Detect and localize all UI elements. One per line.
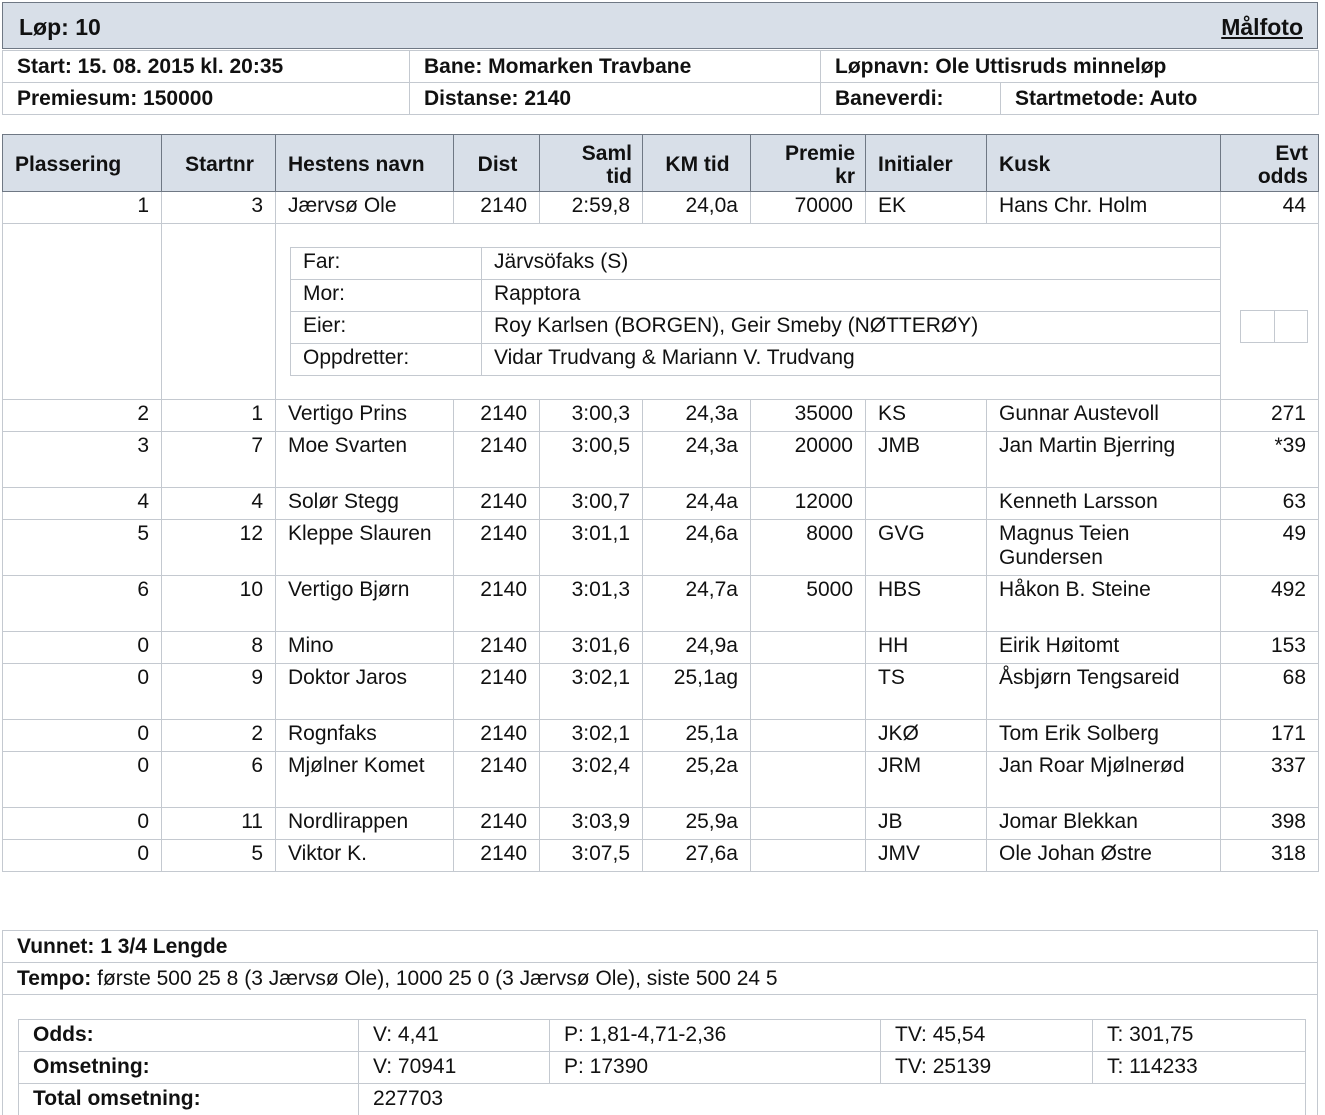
total-time: 3:02,1 bbox=[540, 664, 643, 720]
table-row bbox=[3, 576, 1319, 632]
breeder: Vidar Trudvang & Mariann V. Trudvang bbox=[482, 344, 1221, 376]
km-time: 24,0a bbox=[643, 192, 751, 224]
total-time: 3:03,9 bbox=[540, 808, 643, 840]
km-time: 25,1ag bbox=[643, 664, 751, 720]
total-time: 3:00,7 bbox=[540, 488, 643, 520]
startnr: 9 bbox=[162, 664, 276, 720]
tempo-text: første 500 25 8 (3 Jærvsø Ole), 1000 25 0 (3 Jærvsø Ole), siste 500 24 5 bbox=[91, 967, 778, 990]
initials: JMB bbox=[866, 432, 987, 488]
startnr: 5 bbox=[162, 840, 276, 872]
driver: Jomar Blekkan bbox=[987, 808, 1221, 840]
driver: Ole Johan Østre bbox=[987, 840, 1221, 872]
table-row bbox=[3, 752, 1319, 808]
placement: 0 bbox=[3, 720, 162, 752]
turnover-tv: TV: 25139 bbox=[881, 1052, 1093, 1084]
prize: 35000 bbox=[751, 400, 866, 432]
race-number: Løp: 10 bbox=[19, 14, 101, 40]
prize bbox=[751, 632, 866, 664]
breeder-label: Oppdretter: bbox=[291, 344, 482, 376]
details-spacer bbox=[162, 224, 276, 400]
distance: 2140 bbox=[454, 400, 540, 432]
placement: 2 bbox=[3, 400, 162, 432]
track-name: Bane: Momarken Travbane bbox=[410, 51, 821, 83]
startnr: 12 bbox=[162, 520, 276, 576]
driver: Jan Roar Mjølnerød bbox=[987, 752, 1221, 808]
horse-name: Solør Stegg bbox=[276, 488, 454, 520]
odds: 318 bbox=[1221, 840, 1319, 872]
initials: KS bbox=[866, 400, 987, 432]
table-row bbox=[3, 432, 1319, 488]
placement: 1 bbox=[3, 192, 162, 224]
prize: 12000 bbox=[751, 488, 866, 520]
startnr: 6 bbox=[162, 752, 276, 808]
odds: 68 bbox=[1221, 664, 1319, 720]
km-time: 24,4a bbox=[643, 488, 751, 520]
prize: 8000 bbox=[751, 520, 866, 576]
col-horse-name: Hestens navn bbox=[276, 135, 454, 192]
odds: 63 bbox=[1221, 488, 1319, 520]
distance: 2140 bbox=[454, 664, 540, 720]
placement: 3 bbox=[3, 432, 162, 488]
driver: Gunnar Austevoll bbox=[987, 400, 1221, 432]
km-time: 24,6a bbox=[643, 520, 751, 576]
initials: GVG bbox=[866, 520, 987, 576]
prize: 5000 bbox=[751, 576, 866, 632]
total-turnover: 227703 bbox=[359, 1084, 1306, 1115]
table-row bbox=[3, 192, 1319, 224]
driver: Tom Erik Solberg bbox=[987, 720, 1221, 752]
distance: 2140 bbox=[454, 576, 540, 632]
placement: 0 bbox=[3, 808, 162, 840]
start-method: Startmetode: Auto bbox=[1001, 83, 1319, 115]
odds: 49 bbox=[1221, 520, 1319, 576]
turnover-row bbox=[19, 1052, 1306, 1084]
placement: 0 bbox=[3, 664, 162, 720]
prize bbox=[751, 720, 866, 752]
mother-label: Mor: bbox=[291, 280, 482, 312]
col-odds: Evt odds bbox=[1221, 135, 1319, 192]
placement: 5 bbox=[3, 520, 162, 576]
horse-details-table bbox=[290, 247, 1221, 376]
distance: 2140 bbox=[454, 752, 540, 808]
odds: 44 bbox=[1221, 192, 1319, 224]
horse-name: Rognfaks bbox=[276, 720, 454, 752]
km-time: 24,3a bbox=[643, 432, 751, 488]
placement: 0 bbox=[3, 752, 162, 808]
driver: Eirik Høitomt bbox=[987, 632, 1221, 664]
initials: HH bbox=[866, 632, 987, 664]
details-spacer bbox=[3, 224, 162, 400]
odds: 337 bbox=[1221, 752, 1319, 808]
table-row bbox=[3, 808, 1319, 840]
table-row bbox=[3, 488, 1319, 520]
table-row bbox=[3, 664, 1319, 720]
turnover-label: Omsetning: bbox=[19, 1052, 359, 1084]
odds-t: T: 301,75 bbox=[1093, 1020, 1306, 1052]
km-time: 25,9a bbox=[643, 808, 751, 840]
driver: Magnus Teien Gundersen bbox=[987, 520, 1221, 576]
horse-name: Vertigo Bjørn bbox=[276, 576, 454, 632]
driver: Åsbjørn Tengsareid bbox=[987, 664, 1221, 720]
odds-label: Odds: bbox=[19, 1020, 359, 1052]
placement: 6 bbox=[3, 576, 162, 632]
initials: JRM bbox=[866, 752, 987, 808]
father-label: Far: bbox=[291, 248, 482, 280]
table-row bbox=[3, 400, 1319, 432]
startnr: 7 bbox=[162, 432, 276, 488]
placement: 0 bbox=[3, 632, 162, 664]
initials: HBS bbox=[866, 576, 987, 632]
odds-v: V: 4,41 bbox=[359, 1020, 550, 1052]
initials bbox=[866, 488, 987, 520]
table-row bbox=[3, 840, 1319, 872]
total-time: 2:59,8 bbox=[540, 192, 643, 224]
startnr: 3 bbox=[162, 192, 276, 224]
tempo bbox=[3, 963, 1317, 995]
photo-finish-link[interactable]: Målfoto bbox=[1221, 14, 1303, 40]
col-km-time: KM tid bbox=[643, 135, 751, 192]
horse-name: Vertigo Prins bbox=[276, 400, 454, 432]
startnr: 10 bbox=[162, 576, 276, 632]
track-value: Baneverdi: bbox=[821, 83, 1001, 115]
distance: 2140 bbox=[454, 840, 540, 872]
distance: 2140 bbox=[454, 520, 540, 576]
race-header bbox=[2, 2, 1318, 49]
prize bbox=[751, 664, 866, 720]
winning-margin: Vunnet: 1 3/4 Lengde bbox=[3, 931, 1317, 963]
km-time: 25,2a bbox=[643, 752, 751, 808]
initials: JKØ bbox=[866, 720, 987, 752]
driver: Hans Chr. Holm bbox=[987, 192, 1221, 224]
race-info-table bbox=[2, 50, 1319, 115]
start-time: Start: 15. 08. 2015 kl. 20:35 bbox=[3, 51, 410, 83]
total-turnover-row bbox=[19, 1084, 1306, 1115]
odds: 271 bbox=[1221, 400, 1319, 432]
turnover-p: P: 17390 bbox=[550, 1052, 881, 1084]
father: Järvsöfaks (S) bbox=[482, 248, 1221, 280]
odds-tv: TV: 45,54 bbox=[881, 1020, 1093, 1052]
prize-sum: Premiesum: 150000 bbox=[3, 83, 410, 115]
distance: Distanse: 2140 bbox=[410, 83, 821, 115]
horse-name: Mjølner Komet bbox=[276, 752, 454, 808]
total-time: 3:00,3 bbox=[540, 400, 643, 432]
race-name: Løpnavn: Ole Uttisruds minneløp bbox=[821, 51, 1319, 83]
col-prize: Premie kr bbox=[751, 135, 866, 192]
total-time: 3:00,5 bbox=[540, 432, 643, 488]
startnr: 2 bbox=[162, 720, 276, 752]
startnr: 4 bbox=[162, 488, 276, 520]
horse-name: Mino bbox=[276, 632, 454, 664]
owner: Roy Karlsen (BORGEN), Geir Smeby (NØTTERØY) bbox=[482, 312, 1221, 344]
km-time: 24,9a bbox=[643, 632, 751, 664]
initials: TS bbox=[866, 664, 987, 720]
odds: 153 bbox=[1221, 632, 1319, 664]
prize bbox=[751, 840, 866, 872]
owner-label: Eier: bbox=[291, 312, 482, 344]
distance: 2140 bbox=[454, 432, 540, 488]
prize: 20000 bbox=[751, 432, 866, 488]
table-row bbox=[3, 520, 1319, 576]
horse-details-row bbox=[3, 224, 1319, 400]
col-total-time: Saml tid bbox=[540, 135, 643, 192]
distance: 2140 bbox=[454, 632, 540, 664]
total-time: 3:07,5 bbox=[540, 840, 643, 872]
km-time: 24,3a bbox=[643, 400, 751, 432]
distance: 2140 bbox=[454, 808, 540, 840]
details-spacer bbox=[1221, 224, 1319, 400]
odds: 171 bbox=[1221, 720, 1319, 752]
driver: Jan Martin Bjerring bbox=[987, 432, 1221, 488]
col-placement: Plassering bbox=[3, 135, 162, 192]
total-time: 3:02,4 bbox=[540, 752, 643, 808]
horse-name: Nordlirappen bbox=[276, 808, 454, 840]
km-time: 25,1a bbox=[643, 720, 751, 752]
distance: 2140 bbox=[454, 192, 540, 224]
startnr: 8 bbox=[162, 632, 276, 664]
mother: Rapptora bbox=[482, 280, 1221, 312]
prize bbox=[751, 808, 866, 840]
turnover-t: T: 114233 bbox=[1093, 1052, 1306, 1084]
horse-name: Kleppe Slauren bbox=[276, 520, 454, 576]
total-time: 3:01,3 bbox=[540, 576, 643, 632]
col-distance: Dist bbox=[454, 135, 540, 192]
odds-row bbox=[19, 1020, 1306, 1052]
details-empty-cells bbox=[1240, 310, 1308, 343]
odds: 492 bbox=[1221, 576, 1319, 632]
table-row bbox=[3, 632, 1319, 664]
horse-name: Jærvsø Ole bbox=[276, 192, 454, 224]
startnr: 11 bbox=[162, 808, 276, 840]
horse-details-cell bbox=[276, 224, 1221, 400]
col-initials: Initialer bbox=[866, 135, 987, 192]
odds-table bbox=[18, 1019, 1306, 1115]
results-table bbox=[2, 134, 1319, 872]
results-header-row bbox=[3, 135, 1319, 192]
total-time: 3:02,1 bbox=[540, 720, 643, 752]
km-time: 27,6a bbox=[643, 840, 751, 872]
km-time: 24,7a bbox=[643, 576, 751, 632]
initials: JMV bbox=[866, 840, 987, 872]
col-driver: Kusk bbox=[987, 135, 1221, 192]
odds: *39 bbox=[1221, 432, 1319, 488]
placement: 0 bbox=[3, 840, 162, 872]
distance: 2140 bbox=[454, 720, 540, 752]
total-time: 3:01,1 bbox=[540, 520, 643, 576]
horse-name: Viktor K. bbox=[276, 840, 454, 872]
initials: EK bbox=[866, 192, 987, 224]
odds-p: P: 1,81-4,71-2,36 bbox=[550, 1020, 881, 1052]
startnr: 1 bbox=[162, 400, 276, 432]
turnover-v: V: 70941 bbox=[359, 1052, 550, 1084]
horse-name: Moe Svarten bbox=[276, 432, 454, 488]
prize: 70000 bbox=[751, 192, 866, 224]
total-turnover-label: Total omsetning: bbox=[19, 1084, 359, 1115]
driver: Håkon B. Steine bbox=[987, 576, 1221, 632]
horse-name: Doktor Jaros bbox=[276, 664, 454, 720]
tempo-label: Tempo: bbox=[17, 967, 92, 990]
initials: JB bbox=[866, 808, 987, 840]
distance: 2140 bbox=[454, 488, 540, 520]
prize bbox=[751, 752, 866, 808]
col-startnr: Startnr bbox=[162, 135, 276, 192]
placement: 4 bbox=[3, 488, 162, 520]
total-time: 3:01,6 bbox=[540, 632, 643, 664]
driver: Kenneth Larsson bbox=[987, 488, 1221, 520]
odds: 398 bbox=[1221, 808, 1319, 840]
table-row bbox=[3, 720, 1319, 752]
